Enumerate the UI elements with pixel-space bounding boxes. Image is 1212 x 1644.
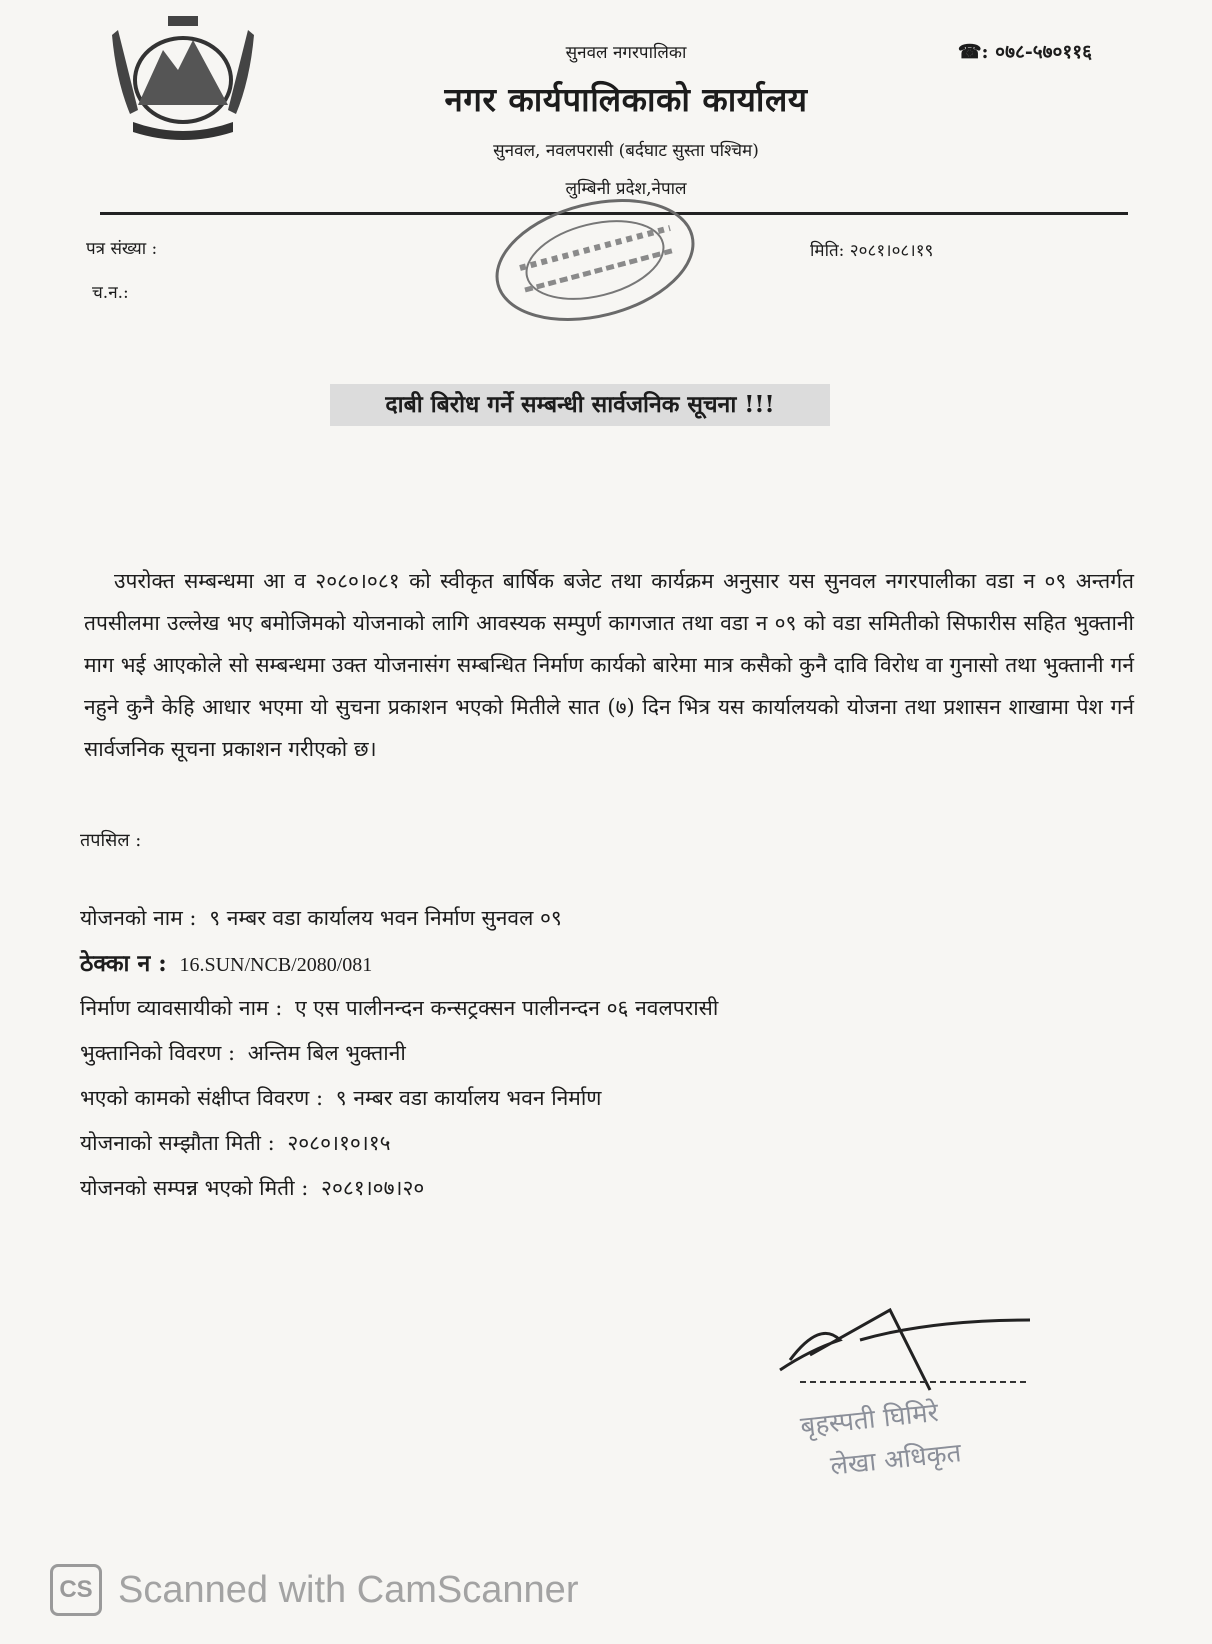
project-name-row [80, 896, 980, 941]
office-title: नगर कार्यपालिकाको कार्यालय [444, 80, 808, 119]
notice-body: उपरोक्त सम्बन्धमा आ व २०८०।०८१ को स्वीकृत बार्षिक बजेट तथा कार्यक्रम अनुसार यस सुनवल नगरपालीका वडा न ०९ अन्तर्गत तपसीलमा उल्लेख भए बमोजिमको योजनाको लागि आवस्यक सम्पुर्ण कागजात तथा वडा न ०९ को वडा समितीको सिफारीस सहित भुक्तानी माग भई आएकोले सो सम्बन्धमा उक्त योजनासंग सम्बन्धित निर्माण कार्यको बारेमा मात्र कसैको कुनै दावि विरोध वा गुनासो तथा भुक्तानी गर्न नहुने कुनै केहि आधार भएमा यो सुचना प्रकाशन भएको मितीले सात (७) दिन भित्र यस कार्यालयको योजना तथा प्रशासन शाखामा पेश गर्न सार्वजनिक सूचना प्रकाशन गरीएको छ। [84, 569, 1134, 761]
payment-label: भुक्तानिको विवरण : [80, 1041, 236, 1065]
agreement-date-label: योजनाको सम्झौता मिती : [80, 1131, 275, 1155]
notice-title: दाबी बिरोध गर्ने सम्बन्धी सार्वजनिक सूचना !!! [330, 384, 830, 426]
municipality-name: सुनवल नगरपालिका [565, 43, 687, 63]
contract-value: 16.SUN/NCB/2080/081 [179, 954, 373, 976]
dispatch-number-label: च.न.: [92, 283, 129, 303]
completion-date-label: योजनको सम्पन्न भएको मिती : [80, 1176, 309, 1200]
contractor-label: निर्माण व्यावसायीको नाम : [80, 996, 283, 1020]
contract-row [80, 941, 980, 986]
camscanner-watermark [50, 1560, 578, 1620]
office-address: सुनवल, नवलपरासी (बर्दघाट सुस्ता पश्चिम) [493, 141, 759, 161]
contractor-value: ए एस पालीनन्दन कन्सट्रक्सन पालीनन्दन ०६ नवलपरासी [295, 996, 719, 1020]
work-summary-label: भएको कामको संक्षीप्त विवरण : [80, 1086, 324, 1110]
office-province: लुम्बिनी प्रदेश,नेपाल [565, 179, 687, 199]
work-summary-value: ९ नम्बर वडा कार्यालय भवन निर्माण [335, 1086, 602, 1110]
letter-number-label: पत्र संख्या : [86, 239, 158, 259]
project-name-label: योजनको नाम : [80, 906, 197, 930]
completion-date-value: २०८१।०७।२० [321, 1176, 425, 1200]
work-summary-row [80, 1076, 980, 1121]
payment-value: अन्तिम बिल भुक्तानी [247, 1041, 406, 1065]
signatory-title: लेखा अधिकृत [829, 1438, 963, 1482]
contractor-row [80, 986, 980, 1031]
project-details [80, 896, 980, 1211]
signatory-name: बृहस्पती घिमिरे [799, 1397, 940, 1443]
completion-date-row [80, 1166, 980, 1211]
details-heading: तपसिल : [80, 830, 142, 851]
agreement-date-value: २०८०।१०।१५ [287, 1131, 391, 1155]
letter-date: मिति: २०८१।०८।१९ [810, 241, 934, 261]
payment-row [80, 1031, 980, 1076]
official-stamp-icon [480, 198, 710, 328]
watermark-text: Scanned with CamScanner [118, 1568, 579, 1611]
agreement-date-row [80, 1121, 980, 1166]
contract-label: ठेक्का न : [80, 950, 167, 977]
project-name-value: ९ नम्बर वडा कार्यालय भवन निर्माण सुनवल ०९ [209, 906, 562, 930]
phone-number: ☎: ०७८-५७०११६ [957, 41, 1092, 63]
camscanner-logo-icon: CS [50, 1564, 102, 1616]
